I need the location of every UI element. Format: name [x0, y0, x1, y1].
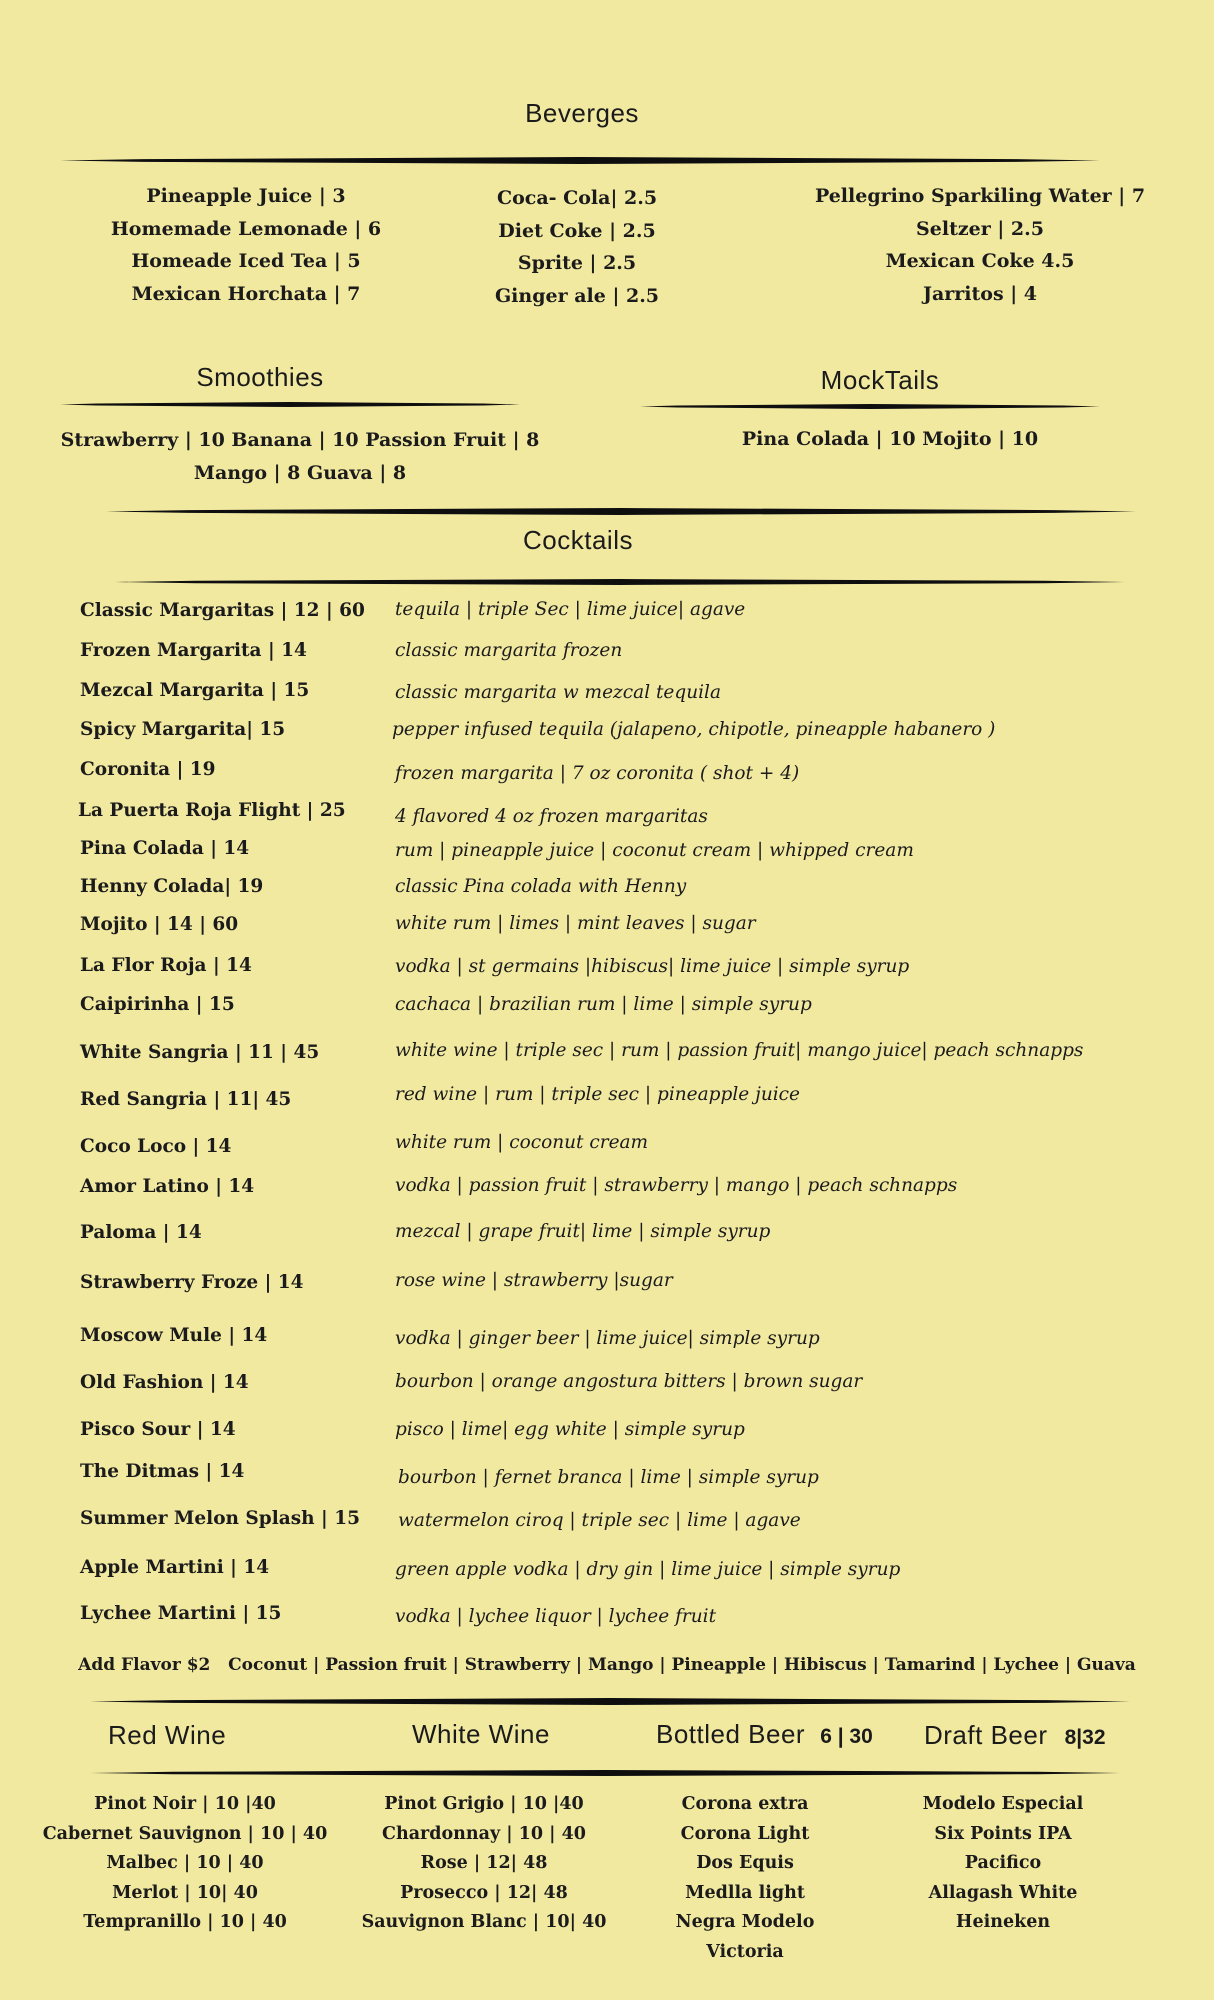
red-wine-title: Red Wine [108, 1720, 227, 1750]
cocktail-name: La Puerta Roja Flight | 25 [78, 800, 346, 821]
cocktail-description: green apple vodka | dry gin | lime juice | simple syrup [395, 1559, 901, 1580]
cocktail-description: vodka | lychee liquor | lychee fruit [395, 1606, 717, 1627]
cocktail-description: vodka | ginger beer | lime juice| simple syrup [395, 1328, 820, 1349]
cocktail-description: rum | pineapple juice | coconut cream | whipped cream [395, 840, 914, 861]
draft-beer-header [924, 1720, 1106, 1751]
menu-item: Dos Equis [696, 1853, 794, 1873]
cocktail-name: La Flor Roja | 14 [80, 955, 252, 976]
cocktail-description: cachaca | brazilian rum | lime | simple syrup [395, 994, 812, 1015]
cocktail-name: Moscow Mule | 14 [80, 1325, 268, 1346]
cocktail-name: Coronita | 19 [80, 759, 216, 780]
menu-item: Homemade Lemonade | 6 [110, 217, 382, 240]
cocktail-name: Red Sangria | 11| 45 [80, 1089, 292, 1110]
smoothies-rule [60, 402, 520, 407]
menu-item: Pellegrino Sparkiling Water | 7 [814, 185, 1146, 207]
menu-item: Sauvignon Blanc | 10| 40 [361, 1912, 607, 1932]
beverages-col-1 [96, 180, 396, 310]
menu-item: Jarritos | 4 [922, 282, 1038, 305]
cocktail-name: Apple Martini | 14 [80, 1557, 270, 1578]
cocktail-name: The Ditmas | 14 [80, 1461, 245, 1482]
menu-item: Mexican Coke 4.5 [885, 250, 1075, 272]
white-wine-title: White Wine [412, 1719, 550, 1749]
cocktail-description: white rum | limes | mint leaves | sugar [395, 913, 756, 934]
menu-item: Chardonnay | 10 | 40 [382, 1823, 586, 1844]
menu-item: Rose | 12| 48 [420, 1853, 548, 1873]
cocktail-description: 4 flavored 4 oz frozen margaritas [395, 806, 708, 827]
menu-item: Pina Colada | 10 Mojito | 10 [741, 428, 1039, 450]
menu-item: Victoria [706, 1941, 784, 1962]
menu-item: Pineapple Juice | 3 [146, 185, 346, 207]
bottled-beer-title: Bottled Beer [656, 1719, 806, 1749]
mocktails-rule [640, 404, 1100, 409]
cocktail-name: Henny Colada| 19 [80, 876, 264, 897]
menu-item: Allagash White [928, 1882, 1078, 1903]
menu-item: Mango | 8 Guava | 8 [193, 461, 407, 484]
cocktail-description: vodka | st germains |hibiscus| lime juice | simple syrup [395, 956, 910, 977]
cocktail-name: Frozen Margarita | 14 [80, 640, 307, 661]
menu-item: Pacifico [964, 1853, 1042, 1873]
cocktail-description: frozen margarita | 7 oz coronita ( shot + 4) [395, 763, 800, 784]
cocktail-description: white wine | triple sec | rum | passion fruit| mango juice| peach schnapps [395, 1040, 1084, 1061]
white-wine-list [353, 1790, 615, 1938]
wine-rule [90, 1770, 1120, 1776]
mocktails-title: MockTails [820, 365, 940, 395]
cocktails-top-rule [106, 508, 1136, 515]
menu-item: Medlla light [685, 1882, 805, 1903]
beverages-title: Beverges [525, 98, 639, 128]
menu-item: Cabernet Sauvignon | 10 | 40 [42, 1823, 328, 1844]
cocktails-rule [115, 579, 1125, 585]
draft-beer-title: Draft Beer [924, 1720, 1048, 1750]
cocktail-description: bourbon | fernet branca | lime | simple syrup [398, 1467, 819, 1488]
menu-item: Strawberry | 10 Banana | 10 Passion Fruit | 8 [60, 429, 540, 451]
bottled-beer-list [645, 1790, 845, 1967]
cocktail-name: Mojito | 14 | 60 [80, 914, 239, 935]
cocktail-description: red wine | rum | triple sec | pineapple juice [395, 1084, 800, 1105]
cocktail-name: Pisco Sour | 14 [80, 1419, 236, 1440]
bottled-beer-header [656, 1719, 873, 1750]
menu-item: Corona extra [681, 1794, 809, 1814]
menu-item: Diet Coke | 2.5 [498, 219, 656, 242]
cocktail-description: classic Pina colada with Henny [395, 876, 687, 897]
add-flavor-note: Add Flavor $2 Coconut | Passion fruit | Strawberry | Mango | Pineapple | Hibiscus | Tamarind | Lychee | Guava [78, 1655, 1136, 1675]
menu-item: Mexican Horchata | 7 [131, 282, 361, 305]
menu-item: Pinot Noir | 10 |40 [94, 1794, 276, 1814]
menu-item: Homeade Iced Tea | 5 [131, 250, 361, 272]
menu-item: Six Points IPA [934, 1823, 1072, 1844]
cocktail-description: pepper infused tequila (jalapeno, chipotle, pineapple habanero ) [392, 719, 996, 740]
menu-item: Modelo Especial [922, 1794, 1084, 1814]
cocktail-name: Caipirinha | 15 [80, 994, 235, 1015]
cocktail-name: Coco Loco | 14 [80, 1136, 232, 1157]
smoothies-title: Smoothies [196, 362, 324, 392]
cocktail-name: Old Fashion | 14 [80, 1372, 249, 1393]
menu-item: Prosecco | 12| 48 [400, 1882, 568, 1903]
smoothies-list [40, 424, 560, 489]
mocktails-list [690, 423, 1090, 456]
draft-beer-price: 8|32 [1064, 1726, 1106, 1749]
cocktail-name: Spicy Margarita| 15 [80, 719, 286, 740]
cocktail-description: pisco | lime| egg white | simple syrup [395, 1419, 745, 1440]
cocktail-description: vodka | passion fruit | strawberry | mango | peach schnapps [395, 1175, 958, 1196]
cocktail-description: bourbon | orange angostura bitters | brown sugar [395, 1371, 863, 1392]
cocktail-description: watermelon ciroq | triple sec | lime | agave [398, 1510, 801, 1531]
menu-item: Tempranillo | 10 | 40 [83, 1912, 287, 1932]
bottled-beer-price: 6 | 30 [820, 1725, 873, 1748]
cocktail-description: classic margarita frozen [395, 640, 623, 661]
cocktail-description: white rum | coconut cream [395, 1132, 649, 1153]
cocktail-name: Pina Colada | 14 [80, 838, 250, 859]
cocktail-description: tequila | triple Sec | lime juice| agave [395, 599, 746, 620]
cocktail-description: mezcal | grape fruit| lime | simple syrup [395, 1221, 771, 1242]
cocktail-description: rose wine | strawberry |sugar [395, 1270, 673, 1291]
beverages-col-3 [800, 180, 1160, 310]
beverages-rule [60, 157, 1100, 164]
red-wine-list [40, 1790, 330, 1938]
draft-beer-list [903, 1790, 1103, 1938]
menu-item: Merlot | 10| 40 [112, 1882, 258, 1903]
menu-item: Coca- Cola| 2.5 [496, 187, 658, 209]
cocktail-name: Summer Melon Splash | 15 [80, 1508, 360, 1529]
menu-item: Malbec | 10 | 40 [106, 1853, 264, 1873]
cocktail-name: Mezcal Margarita | 15 [80, 680, 310, 701]
cocktails-title: Cocktails [523, 525, 633, 555]
menu-item: Seltzer | 2.5 [916, 217, 1044, 240]
menu-item: Sprite | 2.5 [517, 252, 637, 274]
cocktail-name: Lychee Martini | 15 [80, 1603, 282, 1624]
menu-item: Ginger ale | 2.5 [494, 284, 660, 307]
cocktail-name: White Sangria | 11 | 45 [80, 1042, 320, 1063]
cocktail-name: Strawberry Froze | 14 [80, 1272, 304, 1293]
menu-item: Corona Light [680, 1823, 810, 1844]
cocktail-name: Amor Latino | 14 [80, 1176, 255, 1197]
beverages-col-2 [447, 182, 707, 312]
cocktail-description: classic margarita w mezcal tequila [395, 682, 721, 703]
menu-item: Heineken [955, 1912, 1051, 1932]
cocktail-name: Classic Margaritas | 12 | 60 [80, 600, 365, 621]
menu-item: Pinot Grigio | 10 |40 [384, 1794, 584, 1814]
wine-top-rule [90, 1698, 1130, 1705]
cocktail-name: Paloma | 14 [80, 1222, 202, 1243]
menu-item: Negra Modelo [675, 1912, 815, 1932]
